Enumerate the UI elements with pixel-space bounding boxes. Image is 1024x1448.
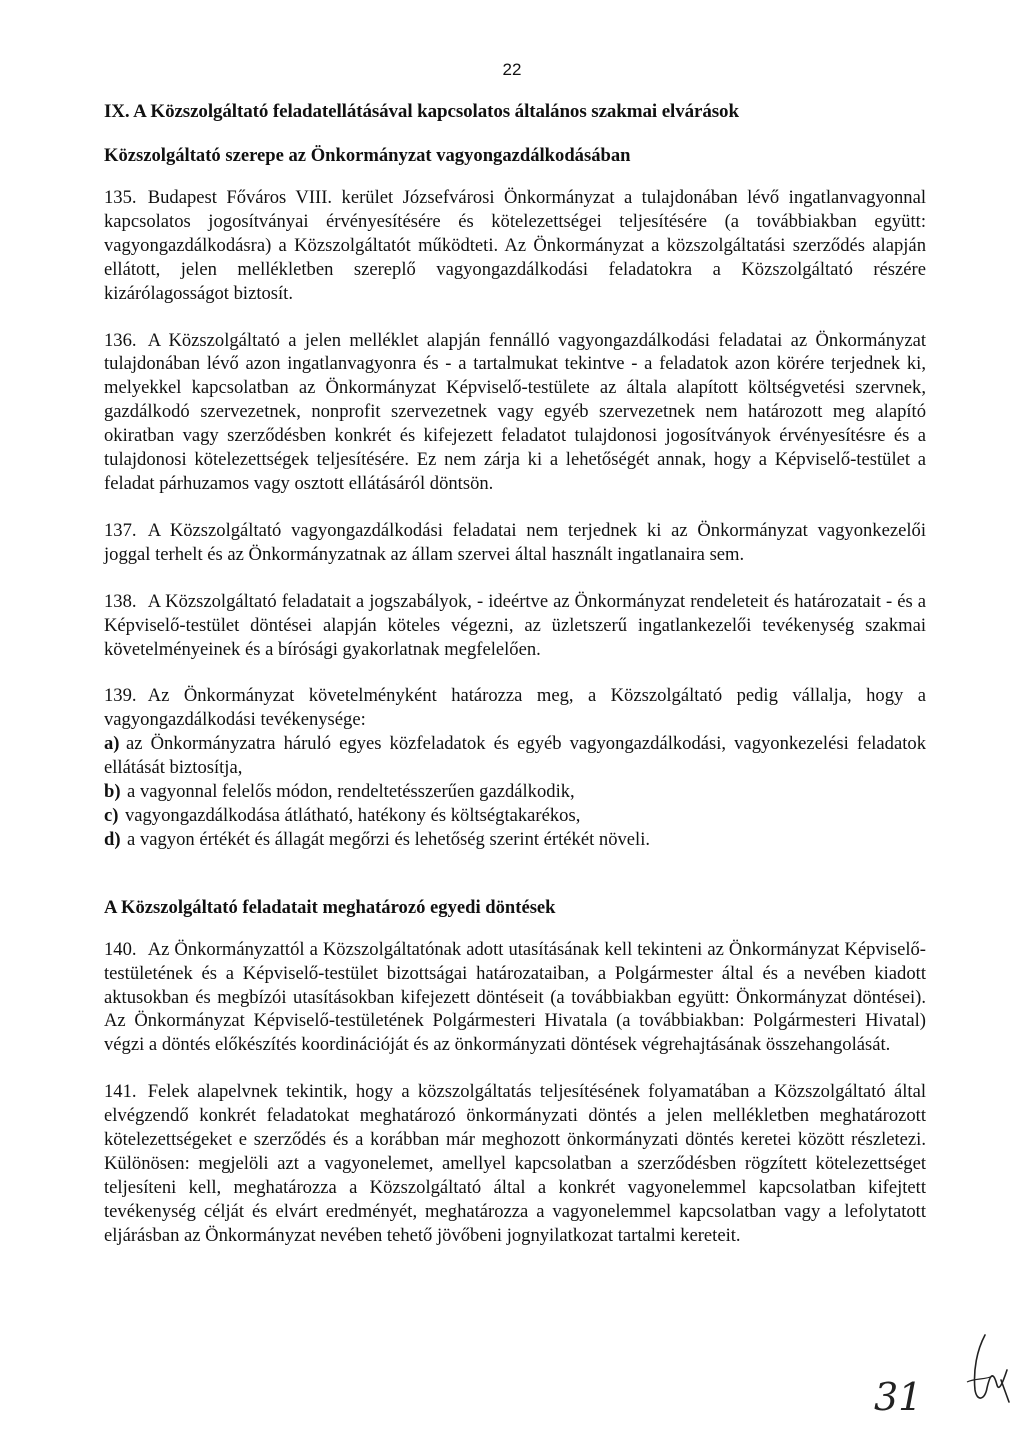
signature-initials	[955, 1330, 1015, 1410]
paragraph-number: 138.	[104, 590, 137, 612]
page-number: 22	[502, 60, 522, 79]
requirement-list	[104, 732, 926, 852]
section-heading: IX. A Közszolgáltató feladatellátásával kapcsolatos általános szakmai elvárások	[104, 101, 739, 122]
paragraph-136	[104, 329, 926, 496]
paragraph-text: Az Önkormányzat követelményként határozza meg, a Közszolgáltató pedig vállalja, hogy a vagyongazdálkodási tevékenysége:	[104, 685, 926, 731]
subheading-decisions: A Közszolgáltató feladatait meghatározó egyedi döntések	[104, 896, 556, 918]
paragraph-number: 136.	[104, 329, 137, 351]
paragraph-text: Felek alapelvnek tekintik, hogy a közszolgáltatás teljesítésének folyamatában a Közszolgáltató által elvégzendő konkrét feladatokat meghatározó önkormányzati döntés a jelen mellékletben meghatározott kötelezettségeket e szerződés és a korábban már meghozott önkormányzati döntés keretei között részletezi. Különösen: megjelöli azt a vagyonelemet, amellyel kapcsolatban a szerződésben rögzített kötelezettséget teljesíteni kell, meghatározza a Közszolgáltató által a konkrét vagyonelemmel kapcsolatban kifejtett tevékenység célját és elvárt eredményét, meghatározza a vagyonelemmel kapcsolatban vagy a lefolytatott eljárásban az Önkormányzat nevében tehető jövőbeni jognyilatkozat tartalmi kereteit.	[104, 1081, 926, 1246]
list-item-text: a vagyon értékét és állagát megőrzi és lehetőség szerint értékét növeli.	[127, 828, 651, 850]
list-item-label: a)	[104, 733, 120, 755]
paragraph-141	[104, 1080, 926, 1247]
subheading-role: Közszolgáltató szerepe az Önkormányzat vagyongazdálkodásában	[104, 145, 631, 166]
list-item	[104, 828, 926, 852]
list-item-text: vagyongazdálkodása átlátható, hatékony és költségtakarékos,	[124, 804, 581, 826]
paragraph-text: A Közszolgáltató feladatait a jogszabályok, - ideértve az Önkormányzat rendeleteit és határozatait - és a Képviselő-testület döntései alapján köteles végezni, az üzletszerű ingatlankezelői tevékenység szakmai követelményeinek és a bírósági gyakorlatnak megfelelően.	[104, 590, 926, 660]
paragraph-text: A Közszolgáltató vagyongazdálkodási feladatai nem terjednek ki az Önkormányzat vagyonkezelői joggal terhelt és az Önkormányzatnak az állam szervei által használt ingatlanaira sem.	[104, 519, 926, 565]
list-item-text: az Önkormányzatra háruló egyes közfeladatok és egyéb vagyongazdálkodási, vagyonkezelési feladatok ellátását biztosítja,	[104, 733, 926, 779]
paragraph-number: 140.	[104, 938, 137, 960]
paragraph-text: Budapest Főváros VIII. kerület Józsefvárosi Önkormányzat a tulajdonában lévő ingatlanvagyonnal kapcsolatos jogosítványai érvényesítésére és kötelezettségei teljesítésére (a továbbiakban együtt: vagyongazdálkodásra) a Közszolgáltatót működteti. Az Önkormányzat a közszolgáltatási szerződés alapján ellátott, jelen mellékletben szereplő vagyongazdálkodási feladatokra a Közszolgáltató részére kizárólagosságot biztosít.	[104, 187, 926, 304]
paragraph-number: 135.	[104, 187, 137, 208]
paragraph-139	[104, 684, 926, 732]
paragraph-number: 141.	[104, 1081, 137, 1103]
paragraph-137	[104, 519, 926, 567]
paragraph-140	[104, 938, 926, 1058]
page-content	[104, 100, 926, 1271]
handwritten-page-mark	[870, 1370, 940, 1420]
handwritten-mark-text: 31	[874, 1375, 923, 1419]
paragraph-number: 137.	[104, 519, 137, 541]
list-item	[104, 780, 926, 804]
list-item-label: c)	[104, 804, 119, 826]
paragraph-138	[104, 590, 926, 662]
paragraph-text: Az Önkormányzattól a Közszolgáltatónak adott utasításának kell tekinteni az Önkormányzat Képviselő-testületének és a Képviselő-testület bizottságai határozataiban, a Polgármester által és a nevében kiadott aktusokban és megbízói utasításokban kifejezett döntéseit (a továbbiakban együtt: Önkormányzat döntései). Az Önkormányzat Képviselő-testületének Polgármesteri Hivatala (a továbbiakban: Polgármesteri Hivatal) végzi a döntés előkészítés koordinációját és az önkormányzati döntések végrehajtásának összehangolását.	[104, 938, 926, 1056]
list-item	[104, 732, 926, 780]
paragraph-text: A Közszolgáltató a jelen melléklet alapján fennálló vagyongazdálkodási feladatai az Önkormányzat tulajdonában lévő azon ingatlanvagyonra és - a tartalmukat tekintve - a feladatok azon körére terjednek ki, melyekkel kapcsolatban az Önkormányzat Képviselő-testülete az általa alapított költségvetési szervnek, gazdálkodó szervezetnek, nonprofit szervezetnek vagy egyéb szervezetnek nem határozott meg alapító okiratban vagy szerződésben konkrét és kifejezett feladatot tulajdonosi jogosítványok érvényesítésre és a tulajdonosi kötelezettségek teljesítésére. Ez nem zárja ki a lehetőségét annak, hogy a Képviselő-testület a feladat párhuzamos vagy osztott ellátásáról döntsön.	[104, 329, 926, 494]
paragraph-number: 139.	[104, 685, 137, 707]
list-item-text: a vagyonnal felelős módon, rendeltetésszerűen gazdálkodik,	[127, 781, 575, 803]
list-item-label: d)	[104, 828, 121, 850]
paragraph-135	[104, 186, 926, 306]
list-item	[104, 804, 926, 828]
list-item-label: b)	[104, 781, 121, 803]
